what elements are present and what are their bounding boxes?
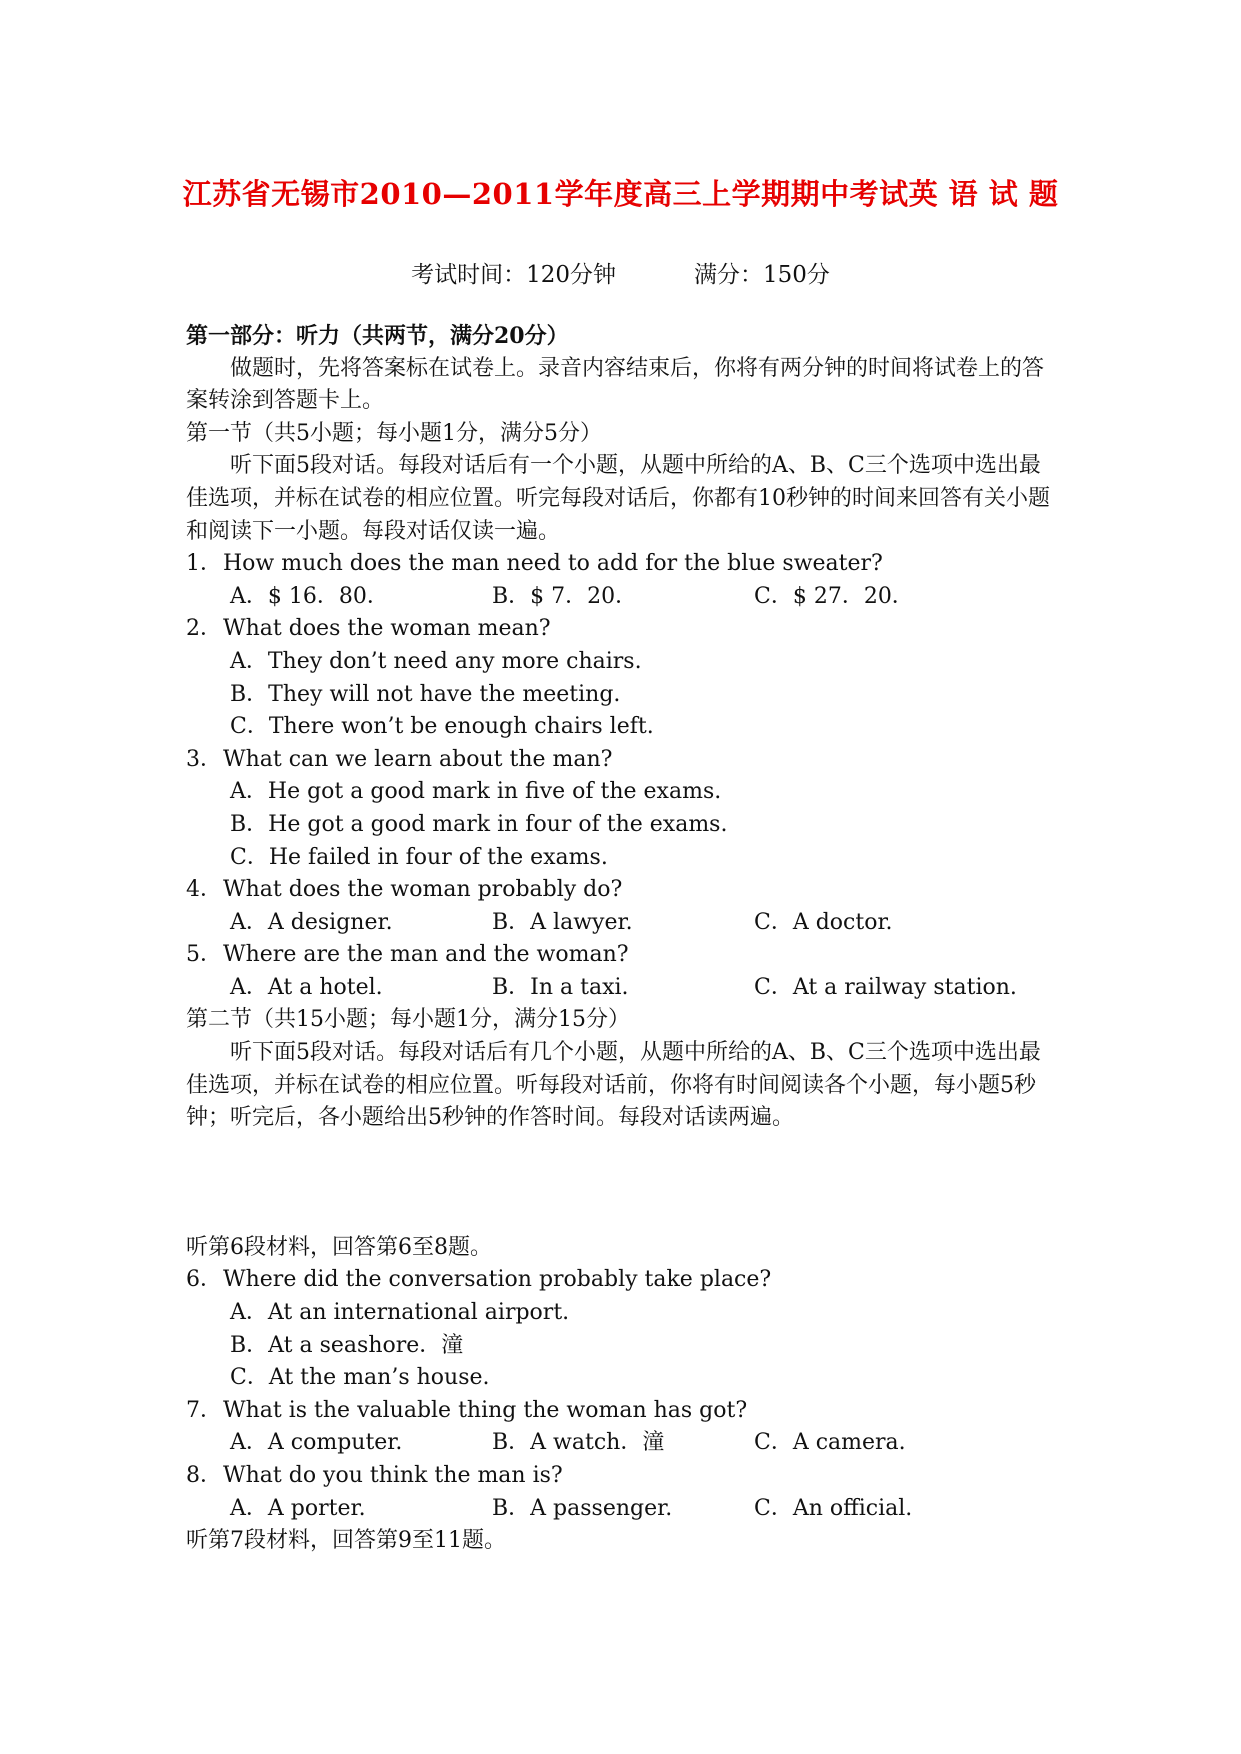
question-3-option-b: B．He got a good mark in four of the exams. [230, 811, 728, 837]
question-7-options [186, 1427, 1056, 1460]
question-2 [186, 613, 1056, 646]
section1-intro: 听下面5段对话。每段对话后有一个小题，从题中所给的A、B、C三个选项中选出最佳选项，并标在试卷的相应位置。听完每段对话后，你都有10秒钟的时间来回答有关小题和阅读下一小题。每段对话仅读一遍。 [186, 453, 1050, 544]
exam-score: 满分：150分 [694, 262, 830, 288]
question-number: 6． [186, 1267, 222, 1293]
option-b: B．In a taxi. [492, 974, 629, 1000]
option-a: A．A porter. [230, 1495, 366, 1521]
question-text: What can we learn about the man? [223, 746, 613, 772]
material-7-instruction: 听第7段材料，回答第9至11题。 [186, 1528, 506, 1554]
option-c: C．At a railway station. [754, 974, 1017, 1000]
question-number: 2． [186, 616, 222, 642]
question-5-options [186, 972, 1056, 1005]
question-number: 4． [186, 877, 222, 903]
option-b: B．$ 7．20． [492, 583, 638, 609]
question-2-option-b: B．They will not have the meeting. [230, 681, 621, 707]
option-a: A．At a hotel. [230, 974, 383, 1000]
question-6-option-a: A．At an international airport. [230, 1300, 570, 1326]
option-c: C．An official. [754, 1495, 913, 1521]
exam-title: 江苏省无锡市2010—2011学年度高三上学期期中考试英 语 试 题 [182, 177, 1059, 211]
question-7 [186, 1395, 1056, 1428]
question-number: 1． [186, 551, 222, 577]
option-c: C．$ 27．20． [754, 583, 914, 609]
question-text: What is the valuable thing the woman has got? [223, 1397, 748, 1423]
material-6-instruction: 听第6段材料，回答第6至8题。 [186, 1234, 492, 1260]
question-number: 3． [186, 746, 222, 772]
question-text: Where are the man and the woman? [223, 942, 629, 968]
option-c: C．A camera. [754, 1430, 906, 1456]
question-6-option-c: C．At the man’s house. [230, 1365, 490, 1391]
question-text: How much does the man need to add for the blue sweater? [223, 551, 883, 577]
question-8 [186, 1460, 1056, 1493]
question-number: 5． [186, 942, 222, 968]
question-6-option-b: B．At a seashore．潼 [230, 1332, 464, 1358]
question-2-option-c: C．There won’t be enough chairs left. [230, 714, 654, 740]
section2-intro: 听下面5段对话。每段对话后有几个小题，从题中所给的A、B、C三个选项中选出最佳选项，并标在试卷的相应位置。听每段对话前，你将有时间阅读各个小题，每小题5秒钟；听完后，各小题给出5秒钟的作答时间。每段对话读两遍。 [186, 1040, 1041, 1131]
question-text: Where did the conversation probably take place? [223, 1267, 772, 1293]
option-c: C．A doctor. [754, 909, 893, 935]
exam-body [186, 320, 1056, 1558]
exam-meta [0, 256, 1241, 289]
part1-intro: 做题时，先将答案标在试卷上。录音内容结束后，你将有两分钟的时间将试卷上的答案转涂到答题卡上。 [186, 355, 1045, 414]
question-4 [186, 874, 1056, 907]
exam-time: 考试时间：120分钟 [411, 262, 616, 288]
option-a: A．$ 16．80． [230, 583, 389, 609]
question-3-option-c: C．He failed in four of the exams. [230, 844, 608, 870]
question-number: 8． [186, 1463, 222, 1488]
option-a: A．A designer. [230, 909, 393, 935]
question-number: 7． [186, 1397, 222, 1423]
option-b: B．A passenger. [492, 1495, 673, 1521]
question-1 [186, 548, 1056, 581]
option-a: A．A computer. [230, 1430, 403, 1456]
question-8-options [186, 1493, 1056, 1526]
question-2-option-a: A．They don’t need any more chairs. [230, 648, 642, 674]
question-text: What does the woman mean? [223, 616, 551, 642]
section1-heading: 第一节（共5小题；每小题1分，满分5分） [186, 420, 602, 446]
section2-heading: 第二节（共15小题；每小题1分，满分15分） [186, 1007, 630, 1033]
part1-heading: 第一部分：听力（共两节，满分20分） [186, 323, 569, 349]
question-1-options [186, 581, 1056, 614]
option-b: B．A watch．潼 [492, 1430, 665, 1456]
question-3 [186, 744, 1056, 777]
question-text: What do you think the man is? [223, 1463, 563, 1488]
question-3-option-a: A．He got a good mark in five of the exams. [230, 779, 722, 805]
option-b: B．A lawyer. [492, 909, 633, 935]
question-text: What does the woman probably do? [223, 877, 623, 903]
question-6 [186, 1264, 1056, 1297]
question-5 [186, 939, 1056, 972]
question-4-options [186, 907, 1056, 940]
